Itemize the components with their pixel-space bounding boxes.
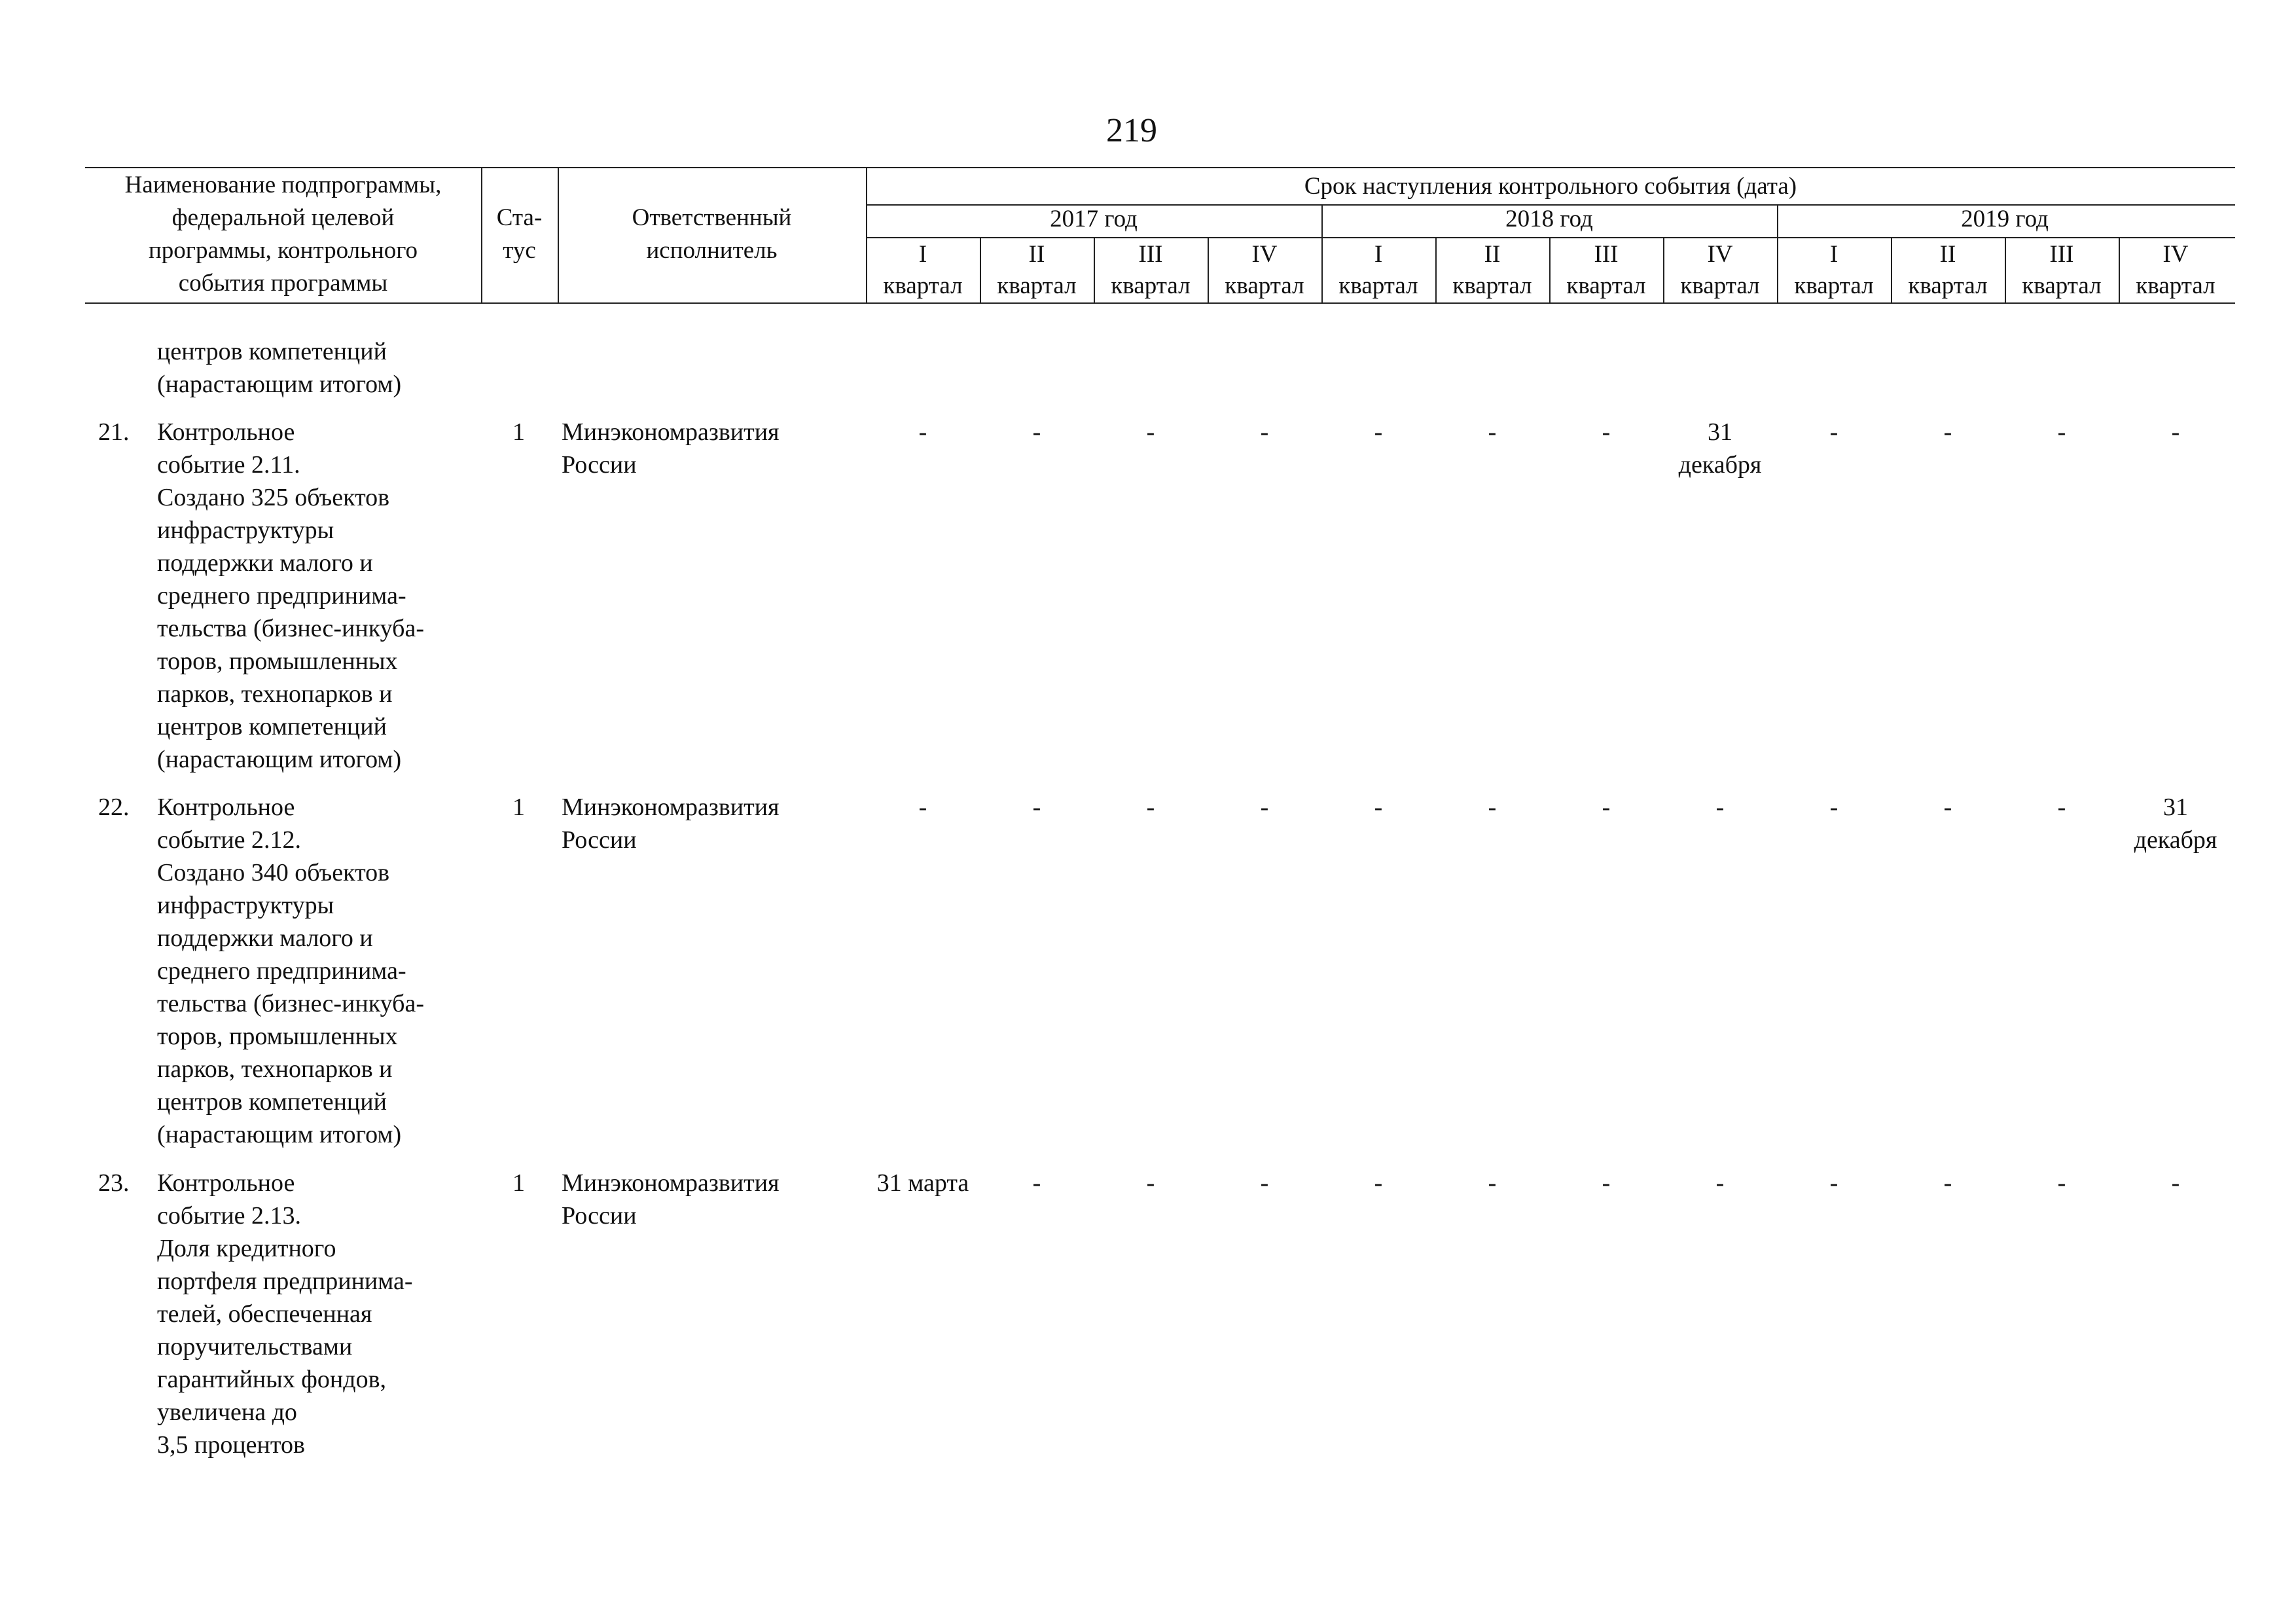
- quarter-date-cell: -: [1374, 793, 1383, 821]
- quarter-date-cell: -: [1602, 418, 1611, 446]
- quarter-date-cell: -: [1943, 1169, 1952, 1197]
- quarter-numeral: II: [1939, 241, 1956, 268]
- quarter-numeral: IV: [2162, 241, 2189, 268]
- quarter-date-cell: -: [2057, 418, 2066, 446]
- quarter-date-cell: -: [1829, 1169, 1839, 1197]
- quarter-date-cell: 31 марта: [876, 1169, 969, 1197]
- quarter-numeral: I: [918, 241, 927, 268]
- quarter-date-cell: -: [1146, 418, 1155, 446]
- responsible-executor: Минэкономразвития России: [562, 793, 780, 854]
- quarter-date-cell: -: [2171, 418, 2180, 446]
- quarter-date-cell: -: [1146, 793, 1155, 821]
- event-description: Контрольное событие 2.13. Доля кредитного портфеля предпринима- телей, обеспеченная поручительствами гарантийных фондов, увеличена до 3,5 процентов: [157, 1169, 413, 1459]
- event-description: Контрольное событие 2.12. Создано 340 объектов инфраструктуры поддержки малого и среднего предпринима- тельства (бизнес-инкуба- торов, промышленных парков, технопарков и центров компетенций (нарастающим итогом): [157, 793, 424, 1148]
- quarter-label: квартал: [2136, 272, 2215, 299]
- header-name-column: Наименование подпрограммы, федеральной целевой программы, контрольного события программы: [124, 172, 442, 297]
- quarter-label: квартал: [1225, 272, 1304, 299]
- responsible-executor: Минэкономразвития России: [562, 1169, 780, 1230]
- quarter-label: квартал: [1338, 272, 1418, 299]
- quarter-date-cell: -: [1943, 793, 1952, 821]
- quarter-label: квартал: [1908, 272, 1988, 299]
- quarter-date-cell: -: [1488, 793, 1497, 821]
- quarter-label: квартал: [997, 272, 1077, 299]
- quarter-date-cell: -: [1829, 418, 1839, 446]
- quarter-date-cell: -: [2057, 793, 2066, 821]
- quarter-date-cell: -: [1260, 1169, 1269, 1197]
- quarter-date-cell: -: [1602, 1169, 1611, 1197]
- quarter-label: квартал: [1566, 272, 1646, 299]
- header-executor-column: Ответственный исполнитель: [632, 204, 792, 264]
- header-status-column: Ста- тус: [496, 204, 543, 264]
- quarter-label: квартал: [1794, 272, 1874, 299]
- quarter-date-cell: -: [1829, 793, 1839, 821]
- quarter-date-cell: -: [1032, 1169, 1041, 1197]
- quarter-label: квартал: [1111, 272, 1191, 299]
- responsible-executor: Минэкономразвития России: [562, 418, 780, 479]
- quarter-date-cell: -: [1032, 418, 1041, 446]
- quarter-numeral: I: [1829, 241, 1839, 268]
- quarter-date-cell: -: [2171, 1169, 2180, 1197]
- quarter-numeral: IV: [1251, 241, 1278, 268]
- quarter-label: квартал: [1680, 272, 1760, 299]
- status-value: 1: [512, 793, 525, 821]
- header-bottom-rule: [85, 302, 2235, 304]
- quarter-date-cell: -: [1943, 418, 1952, 446]
- quarter-date-cell: -: [1488, 418, 1497, 446]
- row-number: 23.: [98, 1169, 130, 1197]
- year-header: 2018 год: [1505, 206, 1593, 232]
- quarter-label: квартал: [883, 272, 963, 299]
- quarter-date-cell: -: [918, 793, 927, 821]
- quarter-date-cell: -: [1374, 418, 1383, 446]
- quarter-numeral: IV: [1707, 241, 1733, 268]
- quarter-date-cell: -: [1374, 1169, 1383, 1197]
- quarter-date-cell: -: [1260, 793, 1269, 821]
- quarter-date-cell: -: [1146, 1169, 1155, 1197]
- row-number: 21.: [98, 418, 130, 446]
- quarter-date-cell: -: [1715, 1169, 1725, 1197]
- quarter-numeral: III: [1138, 241, 1163, 268]
- status-value: 1: [512, 418, 525, 446]
- quarter-date-cell: 31 декабря: [1678, 418, 1762, 479]
- quarter-numeral: II: [1484, 241, 1501, 268]
- quarter-numeral: III: [2049, 241, 2074, 268]
- quarter-label: квартал: [1452, 272, 1532, 299]
- quarter-numeral: II: [1028, 241, 1045, 268]
- quarter-date-cell: -: [1260, 418, 1269, 446]
- year-header: 2017 год: [1050, 206, 1138, 232]
- quarter-numeral: III: [1594, 241, 1619, 268]
- page-number: 219: [1106, 112, 1157, 149]
- quarter-date-cell: -: [1715, 793, 1725, 821]
- quarter-date-cell: -: [1488, 1169, 1497, 1197]
- quarter-date-cell: -: [1602, 793, 1611, 821]
- header-top-rule: [85, 167, 2235, 168]
- continuation-text: центров компетенций (нарастающим итогом): [157, 338, 402, 398]
- year-header: 2019 год: [1961, 206, 2049, 232]
- quarter-label: квартал: [2022, 272, 2102, 299]
- quarter-date-cell: -: [918, 418, 927, 446]
- status-value: 1: [512, 1169, 525, 1197]
- header-deadline-title: Срок наступления контрольного события (дата): [1304, 173, 1797, 200]
- quarter-date-cell: 31 декабря: [2134, 793, 2217, 854]
- quarter-date-cell: -: [2057, 1169, 2066, 1197]
- quarter-numeral: I: [1374, 241, 1383, 268]
- event-description: Контрольное событие 2.11. Создано 325 объектов инфраструктуры поддержки малого и среднего предпринима- тельства (бизнес-инкуба- торов, промышленных парков, технопарков и центров компетенций (нарастающим итогом): [157, 418, 424, 773]
- row-number: 22.: [98, 793, 130, 821]
- quarter-date-cell: -: [1032, 793, 1041, 821]
